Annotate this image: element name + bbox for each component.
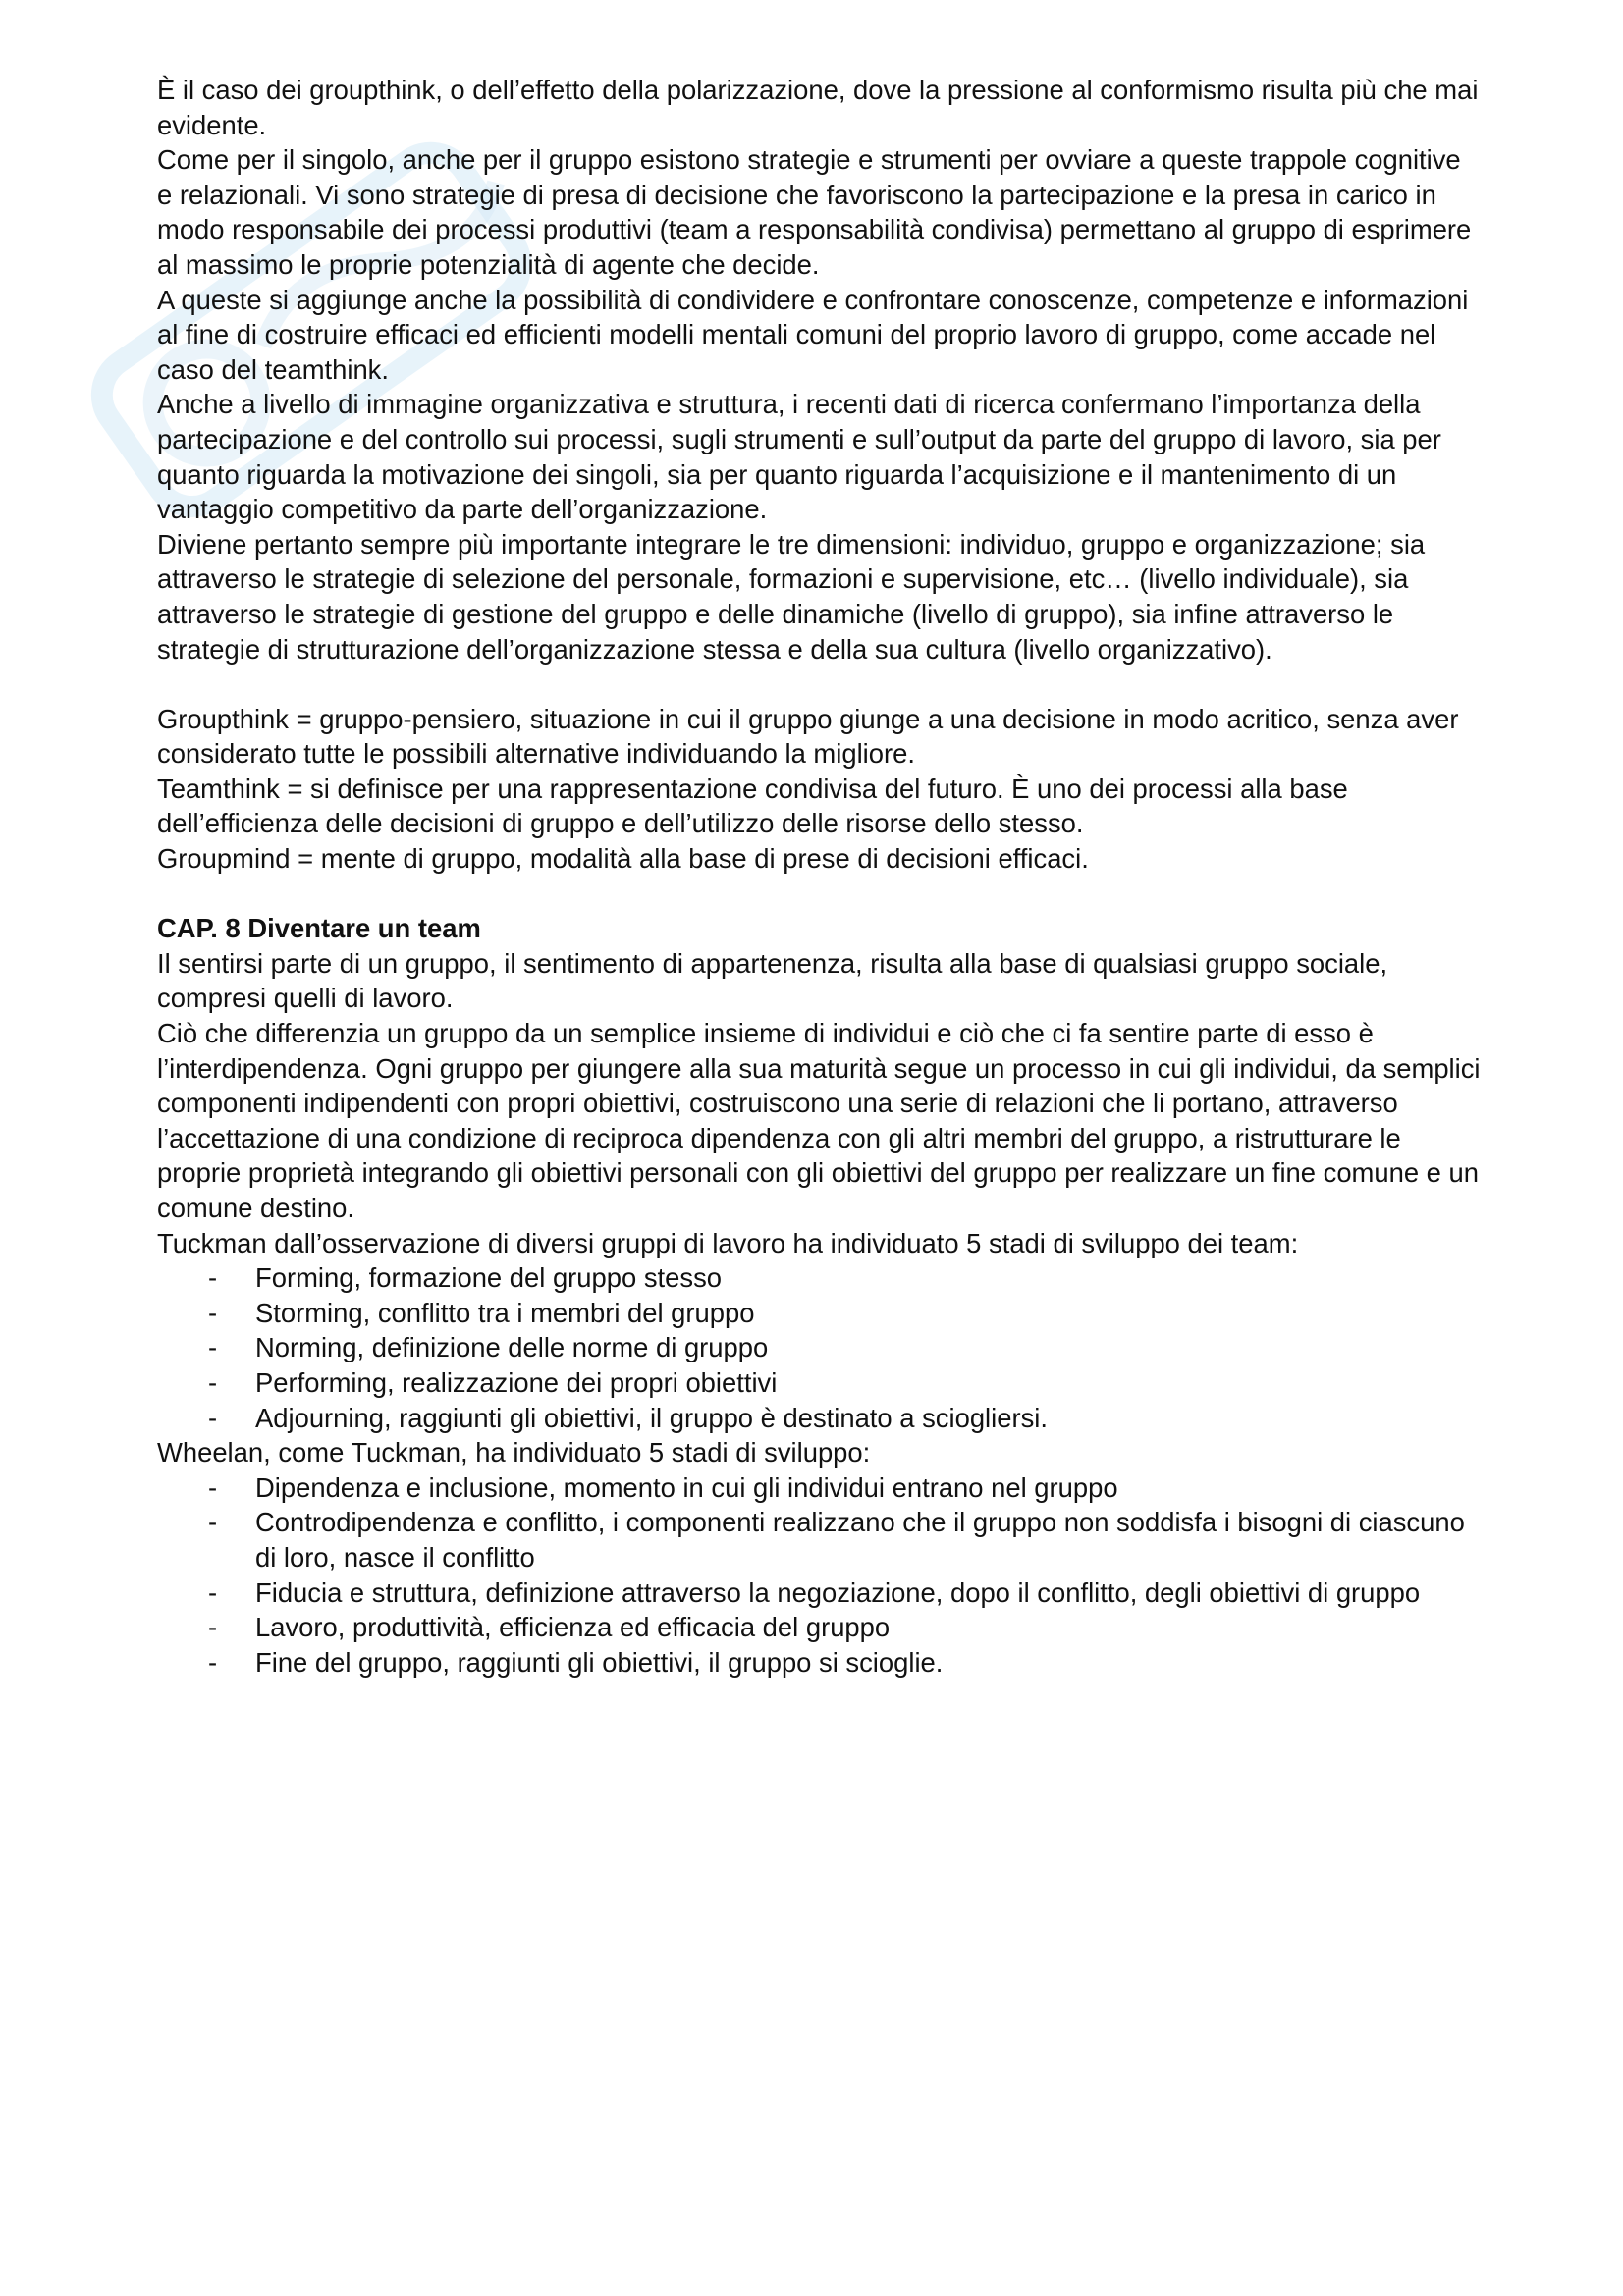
list-item-text: Performing, realizzazione dei propri obiettivi <box>255 1366 778 1398</box>
dash-bullet: - <box>208 1402 218 1433</box>
dash-bullet: - <box>208 1471 218 1503</box>
list-item <box>157 1610 1483 1645</box>
list-item <box>157 1645 1483 1681</box>
blank-line <box>157 877 1483 912</box>
list-item <box>157 1470 1483 1506</box>
list-item-text: Fine del gruppo, raggiunti gli obiettivi, il gruppo si scioglie. <box>255 1646 944 1678</box>
list-item <box>157 1260 1483 1296</box>
document-page <box>157 73 1483 1680</box>
paragraph: È il caso dei groupthink, o dell’effetto della polarizzazione, dove la pressione al conformismo risulta più che mai evidente. <box>157 75 1479 140</box>
list-item <box>157 1365 1483 1401</box>
list-item <box>157 1575 1483 1611</box>
list-item <box>157 1505 1483 1575</box>
paragraph: Diviene pertanto sempre più importante integrare le tre dimensioni: individuo, gruppo e organizzazione; sia attraverso le strategie di selezione del personale, formazioni e supervisione, etc… (livello individuale), sia attraverso le strategie di gestione del gruppo e delle dinamiche (livello di gruppo), sia infine attraverso le strategie di strutturazione dell’organizzazione stessa e della sua cultura (livello organizzativo). <box>157 528 1426 665</box>
tuckman-intro: Tuckman dall’osservazione di diversi gruppi di lavoro ha individuato 5 stadi di sviluppo dei team: <box>157 1227 1299 1258</box>
list-item-text: Lavoro, produttività, efficienza ed efficacia del gruppo <box>255 1612 891 1643</box>
list-item-text: Dipendenza e inclusione, momento in cui gli individui entrano nel gruppo <box>255 1471 1118 1503</box>
dash-bullet: - <box>208 1646 218 1678</box>
chapter-heading: CAP. 8 Diventare un team <box>157 913 481 944</box>
paragraph: Il sentirsi parte di un gruppo, il sentimento di appartenenza, risulta alla base di qualsiasi gruppo sociale, compresi quelli di lavoro. <box>157 947 1388 1014</box>
list-item-text: Fiducia e struttura, definizione attraverso la negoziazione, dopo il conflitto, degli obiettivi di gruppo <box>255 1576 1421 1608</box>
definition-teamthink: Teamthink = si definisce per una rappresentazione condivisa del futuro. È uno dei processi alla base dell’efficienza delle decisioni di gruppo e dell’utilizzo delle risorse dello stesso. <box>157 773 1348 839</box>
wheelan-intro: Wheelan, come Tuckman, ha individuato 5 stadi di sviluppo: <box>157 1437 871 1468</box>
list-item-text: Controdipendenza e conflitto, i componenti realizzano che il gruppo non soddisfa i bisogni di ciascuno di loro, nasce il conflitto <box>255 1507 1465 1573</box>
dash-bullet: - <box>208 1297 218 1328</box>
list-item <box>157 1401 1483 1436</box>
list-item-text: Storming, conflitto tra i membri del gruppo <box>255 1297 755 1328</box>
list-item-text: Forming, formazione del gruppo stesso <box>255 1262 723 1294</box>
list-item-text: Adjourning, raggiunti gli obiettivi, il gruppo è destinato a sciogliersi. <box>255 1402 1048 1433</box>
paragraph: Come per il singolo, anche per il gruppo esistono strategie e strumenti per ovviare a queste trappole cognitive e relazionali. Vi sono strategie di presa di decisione che favoriscono la partecipazione e la presa in carico in modo responsabile dei processi produttivi (team a responsabilità condivisa) permettano al gruppo di esprimere al massimo le proprie potenzialità di agente che decide. <box>157 144 1472 280</box>
paragraph: A queste si aggiunge anche la possibilità di condividere e confrontare conoscenze, competenze e informazioni al fine di costruire efficaci ed efficienti modelli mentali comuni del proprio lavoro di gruppo, come accade nel caso del teamthink. <box>157 284 1469 385</box>
dash-bullet: - <box>208 1262 218 1294</box>
blank-line <box>157 667 1483 702</box>
dash-bullet: - <box>208 1576 218 1608</box>
dash-bullet: - <box>208 1366 218 1398</box>
dash-bullet: - <box>208 1612 218 1643</box>
definition-groupmind: Groupmind = mente di gruppo, modalità alla base di prese di decisioni efficaci. <box>157 843 1089 875</box>
wheelan-stages-list <box>157 1470 1483 1681</box>
tuckman-stages-list <box>157 1260 1483 1435</box>
list-item <box>157 1296 1483 1331</box>
paragraph: Ciò che differenzia un gruppo da un semplice insieme di individui e ciò che ci fa sentire parte di esso è l’interdipendenza. Ogni gruppo per giungere alla sua maturità segue un processo in cui gli individui, da semplici componenti indipendenti con propri obiettivi, costruiscono una serie di relazioni che li portano, attraverso l’accettazione di una condizione di reciproca dipendenza con gli altri membri del gruppo, a ristrutturare le proprie proprietà integrando gli obiettivi personali con gli obiettivi del gruppo per realizzare un fine comune e un comune destino. <box>157 1018 1481 1223</box>
dash-bullet: - <box>208 1332 218 1363</box>
dash-bullet: - <box>208 1507 218 1538</box>
paragraph: Anche a livello di immagine organizzativa e struttura, i recenti dati di ricerca confermano l’importanza della partecipazione e del controllo sui processi, sugli strumenti e sull’output da parte del gruppo di lavoro, sia per quanto riguarda la motivazione dei singoli, sia per quanto riguarda l’acquisizione e il mantenimento di un vantaggio competitivo da parte dell’organizzazione. <box>157 389 1441 525</box>
definition-groupthink: Groupthink = gruppo-pensiero, situazione in cui il gruppo giunge a una decisione in modo acritico, senza aver considerato tutte le possibili alternative individuando la migliore. <box>157 703 1459 770</box>
list-item <box>157 1330 1483 1365</box>
list-item-text: Norming, definizione delle norme di gruppo <box>255 1332 769 1363</box>
